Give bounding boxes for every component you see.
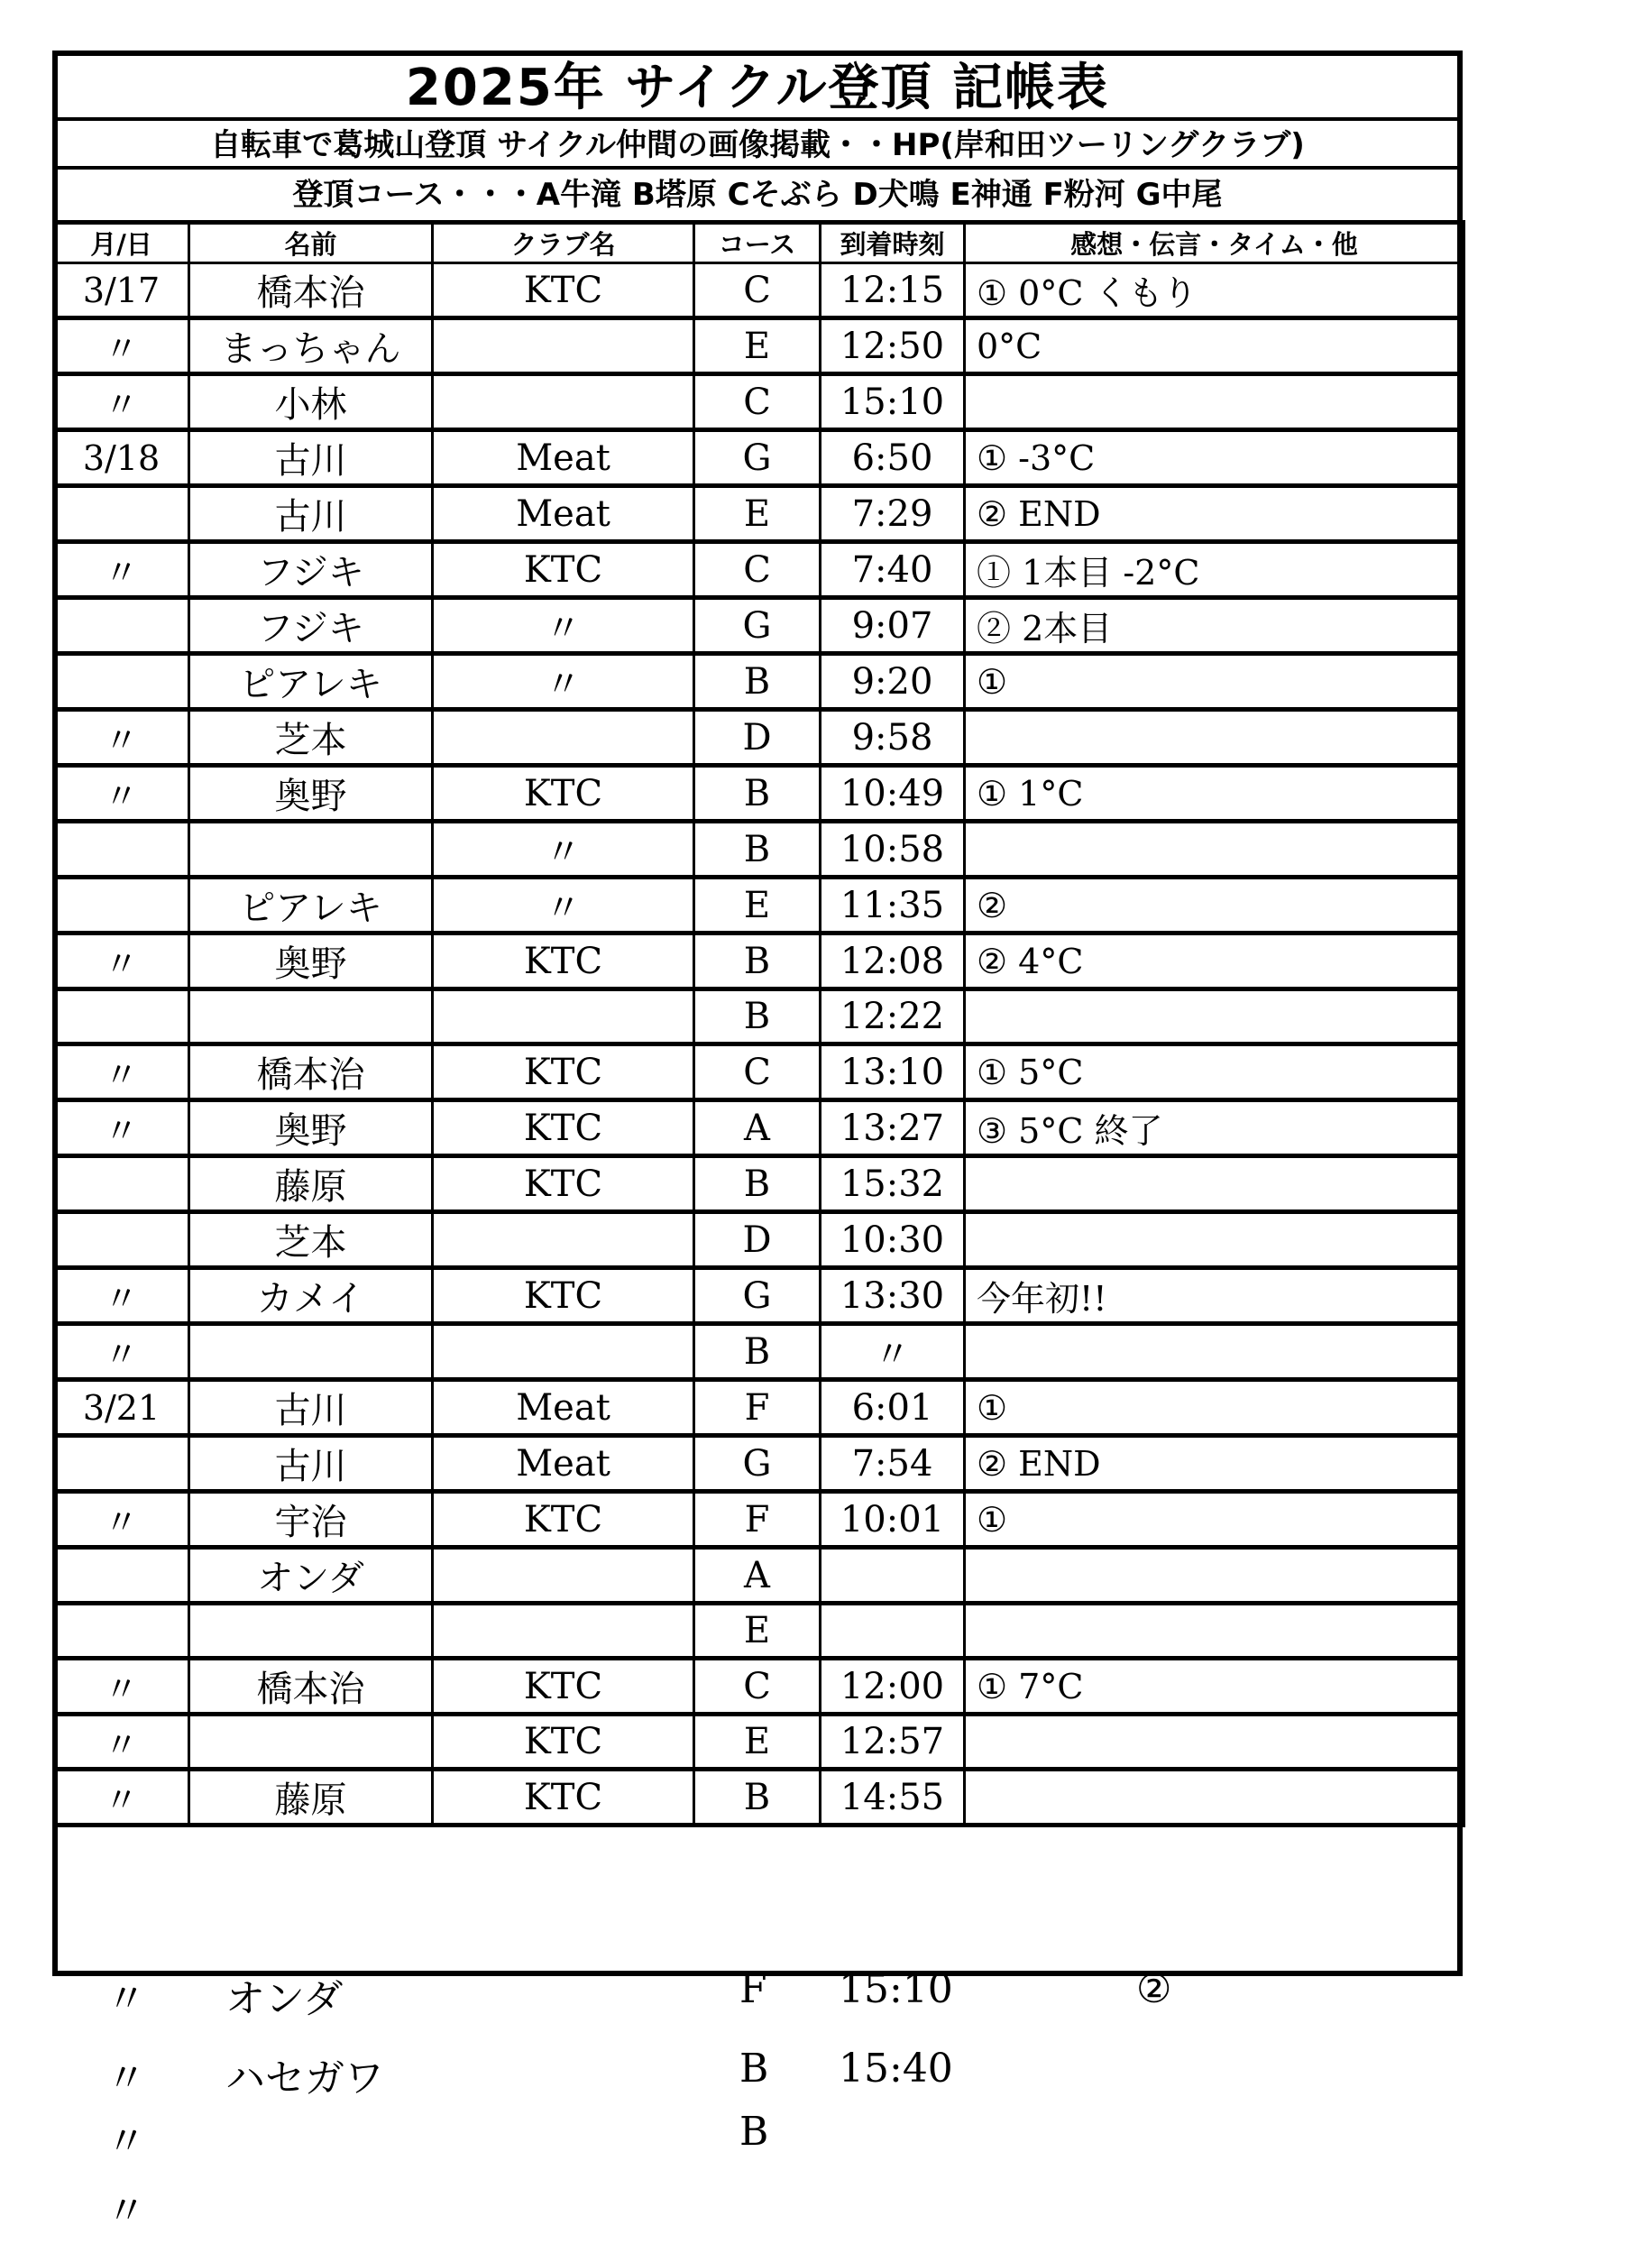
cell-date	[54, 1436, 189, 1492]
cell-name: 藤原	[189, 1156, 433, 1212]
cell-course: G	[694, 430, 821, 486]
cell-club: Meat	[433, 486, 694, 542]
cell-course: F	[694, 1492, 821, 1548]
cell-note: 今年初!!	[965, 1268, 1464, 1324]
cell-time: 10:49	[821, 766, 965, 822]
cell-date	[54, 1156, 189, 1212]
table-row	[54, 1436, 1464, 1492]
table-row	[54, 654, 1464, 710]
cell-club	[433, 1212, 694, 1268]
cell-name: 古川	[189, 1436, 433, 1492]
cell-date: 〃	[54, 1770, 189, 1826]
cell-name: 古川	[189, 430, 433, 486]
col-header-club: クラブ名	[433, 223, 694, 263]
cell-course: A	[694, 1100, 821, 1156]
extra-note: ②	[1136, 1966, 1172, 2012]
cell-time: 6:50	[821, 430, 965, 486]
cell-note	[965, 374, 1464, 430]
cell-date: 〃	[54, 542, 189, 598]
cell-note	[965, 989, 1464, 1044]
cell-club: KTC	[433, 1044, 694, 1100]
cell-club: Meat	[433, 1436, 694, 1492]
cell-club: 〃	[433, 598, 694, 654]
cell-club	[433, 710, 694, 766]
cell-name: フジキ	[189, 598, 433, 654]
cell-note: ② END	[965, 1436, 1464, 1492]
cell-note: ①	[965, 654, 1464, 710]
cell-name: 宇治	[189, 1492, 433, 1548]
cell-date	[54, 1604, 189, 1659]
cell-club: KTC	[433, 542, 694, 598]
cell-course: C	[694, 1044, 821, 1100]
cell-club: KTC	[433, 1156, 694, 1212]
sheet-subtitle: 自転車で葛城山登頂 サイクル仲間の画像掲載・・HP(岸和田ツーリングクラブ)	[52, 121, 1463, 170]
cell-club	[433, 989, 694, 1044]
cell-time: 12:08	[821, 933, 965, 989]
cell-note: ② END	[965, 486, 1464, 542]
cell-date: 〃	[54, 1100, 189, 1156]
cell-club: KTC	[433, 1770, 694, 1826]
cell-course: G	[694, 598, 821, 654]
cell-date	[54, 1548, 189, 1604]
table-row	[54, 1380, 1464, 1436]
cell-course: B	[694, 1770, 821, 1826]
cell-time: 15:10	[821, 374, 965, 430]
sheet-title: 2025年 サイクル登頂 記帳表	[52, 56, 1463, 121]
cell-name	[189, 1715, 433, 1770]
extra-time: 15:10	[839, 1966, 953, 2012]
cell-date	[54, 989, 189, 1044]
cell-name: 橋本治	[189, 1044, 433, 1100]
table-row	[54, 263, 1464, 318]
table-row	[54, 989, 1464, 1044]
cell-time: 〃	[821, 1324, 965, 1380]
cell-course: C	[694, 1659, 821, 1715]
table-row	[54, 1659, 1464, 1715]
climb-log-table	[52, 220, 1465, 1827]
cell-note: ①	[965, 1380, 1464, 1436]
cell-date: 〃	[54, 318, 189, 374]
cell-club: KTC	[433, 1492, 694, 1548]
cell-note	[965, 1715, 1464, 1770]
cell-name: 芝本	[189, 710, 433, 766]
cell-time: 12:15	[821, 263, 965, 318]
cell-club: KTC	[433, 1715, 694, 1770]
cell-time: 12:00	[821, 1659, 965, 1715]
cell-club: KTC	[433, 933, 694, 989]
cell-club: KTC	[433, 1659, 694, 1715]
table-row	[54, 766, 1464, 822]
extra-time: 15:40	[839, 2046, 953, 2092]
extra-course: F	[739, 1966, 767, 2012]
cell-course: E	[694, 318, 821, 374]
cell-course: E	[694, 486, 821, 542]
cell-time: 6:01	[821, 1380, 965, 1436]
table-row	[54, 1548, 1464, 1604]
extra-name: オンダ	[225, 1976, 344, 2022]
table-row	[54, 933, 1464, 989]
cell-date	[54, 822, 189, 878]
table-row	[54, 1268, 1464, 1324]
cell-note: ② 2本目	[965, 598, 1464, 654]
cell-course: G	[694, 1268, 821, 1324]
extra-date: 〃	[106, 1976, 146, 2022]
cell-time: 12:57	[821, 1715, 965, 1770]
cell-name: 奥野	[189, 766, 433, 822]
cell-club: KTC	[433, 1268, 694, 1324]
cell-name: オンダ	[189, 1548, 433, 1604]
cell-note	[965, 1604, 1464, 1659]
cell-course: B	[694, 822, 821, 878]
cell-course: F	[694, 1380, 821, 1436]
cell-date	[54, 486, 189, 542]
table-row	[54, 598, 1464, 654]
cell-course: C	[694, 542, 821, 598]
extra-course: B	[739, 2109, 769, 2155]
cell-date	[54, 878, 189, 933]
cell-name: ピアレキ	[189, 878, 433, 933]
cell-course: E	[694, 1715, 821, 1770]
col-header-time: 到着時刻	[821, 223, 965, 263]
log-body	[54, 263, 1464, 1826]
cell-note	[965, 1324, 1464, 1380]
col-header-date: 月/日	[54, 223, 189, 263]
cell-time: 9:07	[821, 598, 965, 654]
cell-club: 〃	[433, 878, 694, 933]
cell-date: 〃	[54, 1659, 189, 1715]
cell-course: B	[694, 654, 821, 710]
cell-club	[433, 318, 694, 374]
cell-time: 7:40	[821, 542, 965, 598]
cell-note	[965, 1156, 1464, 1212]
cell-name: ピアレキ	[189, 654, 433, 710]
cell-name: フジキ	[189, 542, 433, 598]
cell-club: KTC	[433, 766, 694, 822]
table-row	[54, 430, 1464, 486]
table-row	[54, 822, 1464, 878]
cell-name	[189, 1324, 433, 1380]
cell-course: E	[694, 1604, 821, 1659]
extra-entry	[0, 2109, 1652, 2163]
table-row	[54, 710, 1464, 766]
cell-time: 15:32	[821, 1156, 965, 1212]
cell-club: KTC	[433, 263, 694, 318]
cell-course: B	[694, 1156, 821, 1212]
table-row	[54, 1212, 1464, 1268]
cell-date	[54, 1212, 189, 1268]
cell-time: 13:10	[821, 1044, 965, 1100]
cell-name	[189, 822, 433, 878]
cell-date: 〃	[54, 1492, 189, 1548]
cell-time: 9:58	[821, 710, 965, 766]
table-row	[54, 1715, 1464, 1770]
cell-note: 0°C	[965, 318, 1464, 374]
cell-time: 12:22	[821, 989, 965, 1044]
cell-date: 〃	[54, 933, 189, 989]
cell-date: 3/17	[54, 263, 189, 318]
cell-course: C	[694, 374, 821, 430]
cell-course: C	[694, 263, 821, 318]
table-row	[54, 486, 1464, 542]
table-row	[54, 1604, 1464, 1659]
cell-club: 〃	[433, 654, 694, 710]
cell-note: ① 7°C	[965, 1659, 1464, 1715]
table-row	[54, 878, 1464, 933]
col-header-course: コース	[694, 223, 821, 263]
table-row	[54, 1324, 1464, 1380]
extra-date: 〃	[106, 2055, 146, 2101]
table-row	[54, 1044, 1464, 1100]
table-row	[54, 1492, 1464, 1548]
cell-course: E	[694, 878, 821, 933]
cell-note: ①	[965, 1492, 1464, 1548]
cell-date: 〃	[54, 1715, 189, 1770]
cell-course: B	[694, 989, 821, 1044]
table-row	[54, 1100, 1464, 1156]
cell-date: 〃	[54, 1044, 189, 1100]
header-row	[54, 223, 1464, 263]
cell-time: 11:35	[821, 878, 965, 933]
cell-date: 3/18	[54, 430, 189, 486]
table-row	[54, 318, 1464, 374]
cell-time: 14:55	[821, 1770, 965, 1826]
cell-name	[189, 1604, 433, 1659]
cell-name: 小林	[189, 374, 433, 430]
cell-time: 10:01	[821, 1492, 965, 1548]
cell-date: 〃	[54, 710, 189, 766]
cell-club: Meat	[433, 430, 694, 486]
cell-note: ②	[965, 878, 1464, 933]
cell-club	[433, 1324, 694, 1380]
cell-date: 3/21	[54, 1380, 189, 1436]
cell-course: G	[694, 1436, 821, 1492]
cell-date: 〃	[54, 1268, 189, 1324]
cell-time	[821, 1548, 965, 1604]
cell-name: 古川	[189, 1380, 433, 1436]
cell-note: ① 1°C	[965, 766, 1464, 822]
cell-note: ① 5°C	[965, 1044, 1464, 1100]
extra-date: 〃	[106, 2188, 146, 2234]
extra-course: B	[739, 2046, 769, 2092]
cell-name: 奥野	[189, 1100, 433, 1156]
cell-time	[821, 1604, 965, 1659]
extra-entry	[0, 2046, 1652, 2100]
cell-note: ① 1本目 -2°C	[965, 542, 1464, 598]
cell-time: 13:27	[821, 1100, 965, 1156]
cell-date	[54, 654, 189, 710]
cell-time: 10:30	[821, 1212, 965, 1268]
cell-name	[189, 989, 433, 1044]
cell-name: まっちゃん	[189, 318, 433, 374]
cell-time: 9:20	[821, 654, 965, 710]
cell-note	[965, 822, 1464, 878]
cell-date: 〃	[54, 1324, 189, 1380]
cell-time: 10:58	[821, 822, 965, 878]
table-row	[54, 374, 1464, 430]
cell-time: 12:50	[821, 318, 965, 374]
cell-note: ② 4°C	[965, 933, 1464, 989]
course-legend: 登頂コース・・・A牛滝 B塔原 Cそぶら D犬鳴 E神通 F粉河 G中尾	[292, 177, 1223, 213]
cell-date: 〃	[54, 766, 189, 822]
cell-name: 奥野	[189, 933, 433, 989]
cell-note	[965, 710, 1464, 766]
col-header-name: 名前	[189, 223, 433, 263]
cell-name: 古川	[189, 486, 433, 542]
extra-name: ハセガワ	[225, 2055, 384, 2101]
cell-date	[54, 598, 189, 654]
cell-club	[433, 1548, 694, 1604]
cell-club: KTC	[433, 1100, 694, 1156]
cell-note	[965, 1212, 1464, 1268]
cell-time: 13:30	[821, 1268, 965, 1324]
cell-course: D	[694, 1212, 821, 1268]
col-header-note: 感想・伝言・タイム・他	[965, 223, 1464, 263]
cell-course: B	[694, 1324, 821, 1380]
cell-time: 7:29	[821, 486, 965, 542]
table-row	[54, 542, 1464, 598]
extra-entry	[0, 2178, 1652, 2232]
table-row	[54, 1770, 1464, 1826]
cell-note: ① 0°C くもり	[965, 263, 1464, 318]
cell-note	[965, 1770, 1464, 1826]
cell-course: D	[694, 710, 821, 766]
cell-name: 橋本治	[189, 263, 433, 318]
cell-name: 藤原	[189, 1770, 433, 1826]
cell-time: 7:54	[821, 1436, 965, 1492]
cell-note	[965, 1548, 1464, 1604]
cell-club	[433, 1604, 694, 1659]
cell-club: 〃	[433, 822, 694, 878]
extra-date: 〃	[106, 2119, 146, 2165]
cell-course: A	[694, 1548, 821, 1604]
cell-name: 橋本治	[189, 1659, 433, 1715]
cell-name: 芝本	[189, 1212, 433, 1268]
cell-date: 〃	[54, 374, 189, 430]
cell-course: B	[694, 766, 821, 822]
cell-course: B	[694, 933, 821, 989]
cell-name: カメイ	[189, 1268, 433, 1324]
table-row	[54, 1156, 1464, 1212]
cell-club	[433, 374, 694, 430]
cell-note: ① -3°C	[965, 430, 1464, 486]
cell-note: ③ 5°C 終了	[965, 1100, 1464, 1156]
cell-club: Meat	[433, 1380, 694, 1436]
